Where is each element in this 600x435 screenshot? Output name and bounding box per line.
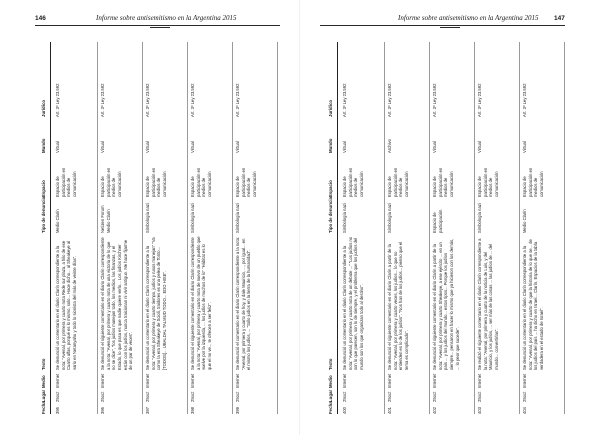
col-header-medio: Medio <box>41 375 46 388</box>
cell-tipo: Simbología nazi <box>477 203 482 233</box>
header-underline <box>337 42 338 414</box>
running-title: Informe sobre antisemitismo en la Argentina 2015 <box>398 14 539 22</box>
header-underline <box>50 42 51 414</box>
cell-medio: Internet <box>477 373 482 388</box>
cell-espacio: Espacio de participación en medios de comunicación <box>477 167 500 197</box>
cell-espacio: Espacio de participación en medios de comunicación <box>342 167 365 197</box>
cell-mundo: Virtual <box>477 141 482 153</box>
col-header-mundo: Mundo <box>41 138 46 153</box>
cell-texto: Se denunció el siguiente comentario en el diario Clarín a partir de la nota: "Avenal, por primera y cuarto veces, los judíos... lo que no entienden es lo de los judíos". "Nos han de los judíos... pienso que el tema es complicado". <box>387 241 410 370</box>
col-header-texto: Texto <box>41 358 46 370</box>
running-title-left <box>96 14 237 22</box>
cell-texto: Se denunció el siguiente comentario en el diario Clarín correspondiente a la nota: "Avenal, por primera y cuarto nota de nuevo de un pueblo que vuelve por la izquierda, ... los judíos de muchos de lo" "Hábitat es lo que el no ve... te ofrecen a ser feliz". <box>190 236 213 370</box>
page-number-right <box>554 14 565 22</box>
cell-medio: Internet <box>522 373 527 388</box>
table-row <box>519 42 565 414</box>
cell-medio: Internet <box>55 373 60 388</box>
cell-espacio: Espacio de participación en medios de comunicación <box>387 167 410 197</box>
rotated-table-frame-left <box>35 42 280 414</box>
cell-fecha: 401 <box>387 407 392 414</box>
cell-juridico: Art. 3º Ley 23.592 <box>477 83 482 117</box>
col-header-juridico: Jurídico <box>328 99 333 117</box>
complaints-table-right <box>322 42 567 414</box>
col-header-texto: Texto <box>328 358 333 370</box>
page-number: 146 <box>35 15 46 22</box>
cell-mundo: Virtual <box>145 141 150 153</box>
cell-medio: Internet <box>100 373 105 388</box>
cell-medio: Internet <box>387 373 392 388</box>
cell-tipo: Simbología nazi <box>387 203 392 233</box>
cell-tipo: Espacio de participación <box>432 209 443 233</box>
cell-lugar: 25oct <box>477 391 482 402</box>
cell-mundo: Virtual <box>342 141 347 153</box>
complaints-table-left <box>35 42 280 414</box>
running-title-right <box>398 14 539 22</box>
cell-espacio: Espacio de participación en medios de comunicación <box>235 167 258 197</box>
cell-mundo: Virtual <box>100 141 105 153</box>
cell-juridico: Art. 3º Ley 23.592 <box>342 83 347 117</box>
cell-tipo: Simbología nazi <box>235 203 240 233</box>
cell-medio: Internet <box>342 373 347 388</box>
cell-texto: Se realizó el siguiente comentario en el diario Clarín correspondiente a la nota: "Avenal, por primera y cuarto de la noticia de Luis, y del Mauricio, y los judíos, ... ser más de las cosas ... las judíos de ... del mundo... convertirlas". <box>477 238 500 370</box>
cell-tipo: Simbología nazi <box>190 203 195 233</box>
cell-lugar: 25oct <box>522 391 527 402</box>
table-header <box>41 42 49 414</box>
cell-espacio: Espacio de participación en medios de comunicación <box>145 167 168 197</box>
cell-texto: Se denunció el comentario en el diario Clarín correspondiente a la nota: "Avenal, por primera y cuarto de hoy, y dale Mauricio, ..., por igual... en el mismo los judíos, ... "Sólo judíos en la tierra de la humanidad". <box>235 236 252 370</box>
cell-lugar: 25oct <box>190 391 195 402</box>
col-header-fecha: Fecha <box>328 401 333 414</box>
cell-lugar: 25oct <box>235 391 240 402</box>
header-rule <box>320 25 565 26</box>
col-header-tipo: Tipo de denuncia <box>41 196 46 233</box>
table-row <box>97 42 143 414</box>
cell-fecha: 396 <box>100 407 105 414</box>
cell-texto: Se denunció el siguiente comentario en el diario Clarín correspondiente a la nota: "Avenal, por primera y cuarto nota de una victoria de lo que no se dice", "los judíos manejan todo, los medios, las finanzas, y el Estado, lo que pasa es que nadie quiere verlo... Los judíos Kirchner están con los judíos, nunca traicionan ni vivir antiguo. Me hace fijarme de un par de veces". <box>100 237 134 370</box>
rotated-table-frame-right <box>322 42 567 414</box>
cell-fecha: 403 <box>477 407 482 414</box>
cell-texto: Se denunció un comentario en el diario Clarín correspondiente a la nota: "Avenal, por primera y cuarto de que la historia de lo que se... de los judíos del país ... ha dicho en Israel... Clarín, Espacios de la tabla verdadera en el estado de Israel". <box>522 239 545 370</box>
cell-fecha: 404 <box>522 407 527 414</box>
cell-medio: Internet <box>145 373 150 388</box>
cell-tipo: Medio Clarín <box>55 209 60 233</box>
page-number-left <box>35 14 46 22</box>
cell-lugar: 25oct <box>342 391 347 402</box>
cell-juridico: Art. 3º Ley 23.592 <box>100 83 105 117</box>
cell-fecha: 398 <box>190 407 195 414</box>
right-page <box>300 0 600 435</box>
table-header <box>328 42 336 414</box>
cell-juridico: Art. 3º Ley 23.592 <box>387 83 392 117</box>
cell-medio: Internet <box>190 373 195 388</box>
col-header-fecha: Fecha <box>41 401 46 414</box>
cell-espacio: Espacio de participación en medios de comunicación <box>432 167 455 197</box>
cell-texto: Se denunció un comentario en el diario Clarín correspondiente a la nota: "Avenal, por primera y cuarto tiempo, judíos y rusos manejan" "Va como la era Sheakeye de Scioli, traidores es una pelea de Tonto... [TODOS]... UBALDAL TALMUD TODO... EDO HISE". <box>145 237 168 370</box>
cell-mundo: Virtual <box>190 141 195 153</box>
cell-espacio: Espacio de participación en medios de comunicación <box>55 167 78 197</box>
running-title: Informe sobre antisemitismo en la Argentina 2015 <box>96 14 237 22</box>
table-row <box>384 42 430 414</box>
cell-mundo: Virtual <box>55 141 60 153</box>
cell-juridico: Art. 3º Ley 23.592 <box>190 83 195 117</box>
cell-juridico: Art. 3º Ley 23.592 <box>145 83 150 117</box>
cell-tipo: Medio Clarín <box>522 209 527 233</box>
cell-juridico: Art. 3º Ley 23.592 <box>235 83 240 117</box>
cell-fecha: 399 <box>235 407 240 414</box>
col-header-lugar: Lugar <box>328 389 333 402</box>
cell-juridico: Art. 3º Ley 23.592 <box>432 83 437 117</box>
cell-medio: Internet <box>432 373 437 388</box>
cell-espacio: Espacio de participación en medios de comunicación <box>522 167 545 197</box>
cell-lugar: 25oct <box>145 391 150 402</box>
cell-lugar: 25oct <box>55 391 60 402</box>
col-header-medio: Medio <box>328 375 333 388</box>
col-header-espacio: Espacio <box>41 180 46 197</box>
col-header-mundo: Mundo <box>328 138 333 153</box>
cell-texto: Se denunció un comentario en el diario Clarín correspondiente a la nota: "Avenal, por primera y cuarto nota Rede sur plaza, a hilo de ese Cuarto alfas, porqué es lo mismo, solo... Hace dicho... al Sheakeye al vario en Netanyahu y todo lo sionista del más de veinte días". <box>55 240 78 370</box>
cell-juridico: Art. 3º Ley 23.592 <box>55 83 60 117</box>
cell-fecha: 402 <box>432 407 437 414</box>
cell-medio: Internet <box>235 373 240 388</box>
cell-mundo: Archivo <box>387 139 392 153</box>
cell-tipo: Simbología nazi <box>342 203 347 233</box>
col-header-juridico: Jurídico <box>41 99 46 117</box>
col-header-espacio: Espacio <box>328 180 333 197</box>
cell-mundo: Virtual <box>432 141 437 153</box>
cell-fecha: 400 <box>342 407 347 414</box>
cell-espacio: Espacio de participación en medios de comunicación <box>100 167 123 197</box>
table-row <box>339 42 385 414</box>
page-number: 147 <box>554 15 565 22</box>
cell-tipo: Netizen Forum Medio Clarín <box>100 205 111 233</box>
header-tick <box>150 27 170 28</box>
table-row <box>429 42 475 414</box>
col-header-tipo: Tipo de denuncia <box>328 196 333 233</box>
cell-fecha: 397 <box>145 407 150 414</box>
header-rule <box>35 25 280 26</box>
cell-mundo: Virtual <box>522 141 527 153</box>
col-header-lugar: Lugar <box>41 389 46 402</box>
cell-lugar: 25oct <box>100 391 105 402</box>
cell-lugar: 25oct <box>387 391 392 402</box>
cell-juridico: Art. 3º Ley 23.592 <box>522 83 527 117</box>
cell-texto: Se denunció el siguiente comentario en el diario Clarín a partir de la nota: "Avenal, por primera y cuarto Sheakeye, a ese ejército ... en un país ... y los judíos del mundo... estos tipos... Porque los judíos siempre... pensaron en hacer lo mismo que ya hicieron con los demás, ... lo peor que sucede". <box>432 238 460 370</box>
header-tick <box>440 27 460 28</box>
cell-fecha: 395 <box>55 407 60 414</box>
cell-mundo: Virtual <box>235 141 240 153</box>
table-row <box>187 42 233 414</box>
table-row <box>232 42 278 414</box>
table-row <box>52 42 98 414</box>
cell-espacio: Espacio de participación en medios de comunicación <box>190 167 213 197</box>
cell-texto: Se denunció un comentario en el diario Clarín correspondiente a la nota: "Avenal, por primera y cuarto nota de un debate ..." "Los judíos no son lo que parecen, son lo de siempre, y el problema que los judíos del mundo son los que organizan todo al destino". <box>342 236 365 370</box>
table-row <box>142 42 188 414</box>
cell-lugar: 25oct <box>432 391 437 402</box>
table-row <box>474 42 520 414</box>
cell-tipo: Simbología nazi <box>145 203 150 233</box>
